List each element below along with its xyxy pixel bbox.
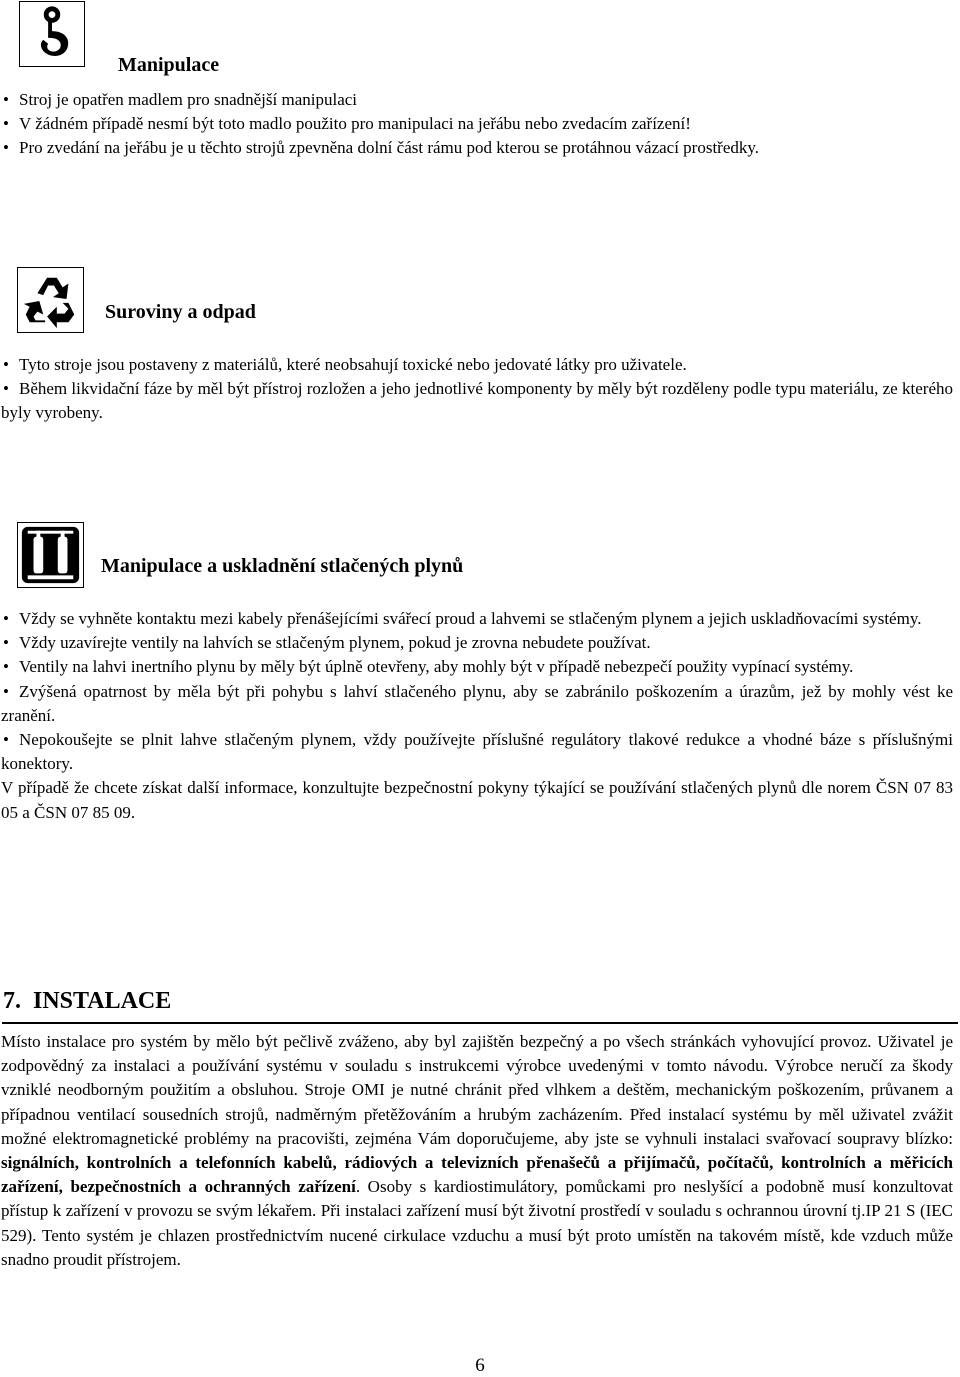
section-gas-title: Manipulace a uskladnění stlačených plynů [101,555,464,577]
page-number: 6 [475,1355,485,1376]
section-gas-list [1,607,953,825]
list-item: • Zvýšená opatrnost by měla být při pohybu s lahví stlačeného plynu, aby se zabránilo poškozením a úrazům, jež by mohly vést ke zranění. [1,680,953,728]
install-paragraph-end: . Osoby s kardiostimulátory, pomůckami pro neslyšící a podobně musí konzultovat přístup k zařízení v provozu se svým lékařem. Při instalaci zařízení musí být životní prostředí v souladu s ochrannou úrovní tj.IP 21 S (IEC 529). Tento systém je chlazen prostřednictvím nucené cirkulace vzduchu a musí být proto umístěn na takovém místě, kde vzduch může snadno proudit přístrojem. [1,1177,953,1269]
list-item: • Nepokoušejte se plnit lahve stlačeným plynem, vždy používejte příslušné regulátory tlakové redukce a vhodné báze s příslušnými konektory. [1,728,953,776]
section-install-title: 7. INSTALACE [3,988,172,1014]
hook-icon [19,1,85,67]
section-gas-note: V případě že chcete získat další informace, konzultujte bezpečnostní pokyny týkající se používání stlačených plynů dle norem ČSN 07 83 05 a ČSN 07 85 09. [1,778,953,822]
section-waste-title: Suroviny a odpad [105,301,256,323]
section-waste-list [1,353,953,426]
install-paragraph-start: Místo instalace pro systém by mělo být pečlivě zváženo, aby byl zajištěn bezpečný a po všech stránkách vyhovující provoz. Uživatel je zodpovědný za instalaci a používání systému v souladu s instrukcemi výrobce uvedenými v tomto návodu. Výrobce neručí za škody vzniklé neodborným použitím a obsluhou. Stroje OMI je nutné chránit před vlhkem a deštěm, mechanickým poškozením, průvanem a případnou ventilací sousedních strojů, nadměrným přetěžováním a hrubým zacházením. Před instalací systému by měl uživatel zvážit možné elektromagnetické problémy na pracovišti, zejména Vám doporučujeme, aby jste se vyhnuli instalaci svařovací soupravy blízko: [1,1032,953,1148]
install-paragraph-bold: signálních, kontrolních a telefonních kabelů, rádiových a televizních přenašečů a přijímačů, počítačů, kontrolních a měřicích zařízení, bezpečnostních a ochranných zařízení [1,1153,953,1197]
list-item: • Vždy uzavírejte ventily na lahvích se stlačeným plynem, pokud je zrovna nebudete používat. [1,631,953,655]
list-item: • Během likvidační fáze by měl být přístroj rozložen a jeho jednotlivé komponenty by měly být rozděleny podle typu materiálu, ze kterého byly vyrobeny. [1,377,953,425]
section-divider [2,1022,958,1024]
section-install-text [1,1030,953,1272]
list-item: • Pro zvedání na jeřábu je u těchto strojů zpevněna dolní část rámu pod kterou se protáhnou vázací prostředky. [1,136,953,160]
section-handling-title: Manipulace [118,54,220,76]
list-item: • V žádném případě nesmí být toto madlo použito pro manipulaci na jeřábu nebo zvedacím zařízení! [1,112,953,136]
list-item: • Tyto stroje jsou postaveny z materiálů, které neobsahují toxické nebo jedovaté látky pro uživatele. [1,353,953,377]
section-handling-list [1,88,953,161]
recycle-icon [17,267,84,333]
list-item: • Vždy se vyhněte kontaktu mezi kabely přenášejícími svářecí proud a lahvemi se stlačeným plynem a jejich uskladňovacími systémy. [1,607,953,631]
gas-cylinders-icon [17,522,84,588]
list-item: • Ventily na lahvi inertního plynu by měly být úplně otevřeny, aby mohly být v případě nebezpečí použity vypínací systémy. [1,655,953,679]
list-item: • Stroj je opatřen madlem pro snadnější manipulaci [1,88,953,112]
